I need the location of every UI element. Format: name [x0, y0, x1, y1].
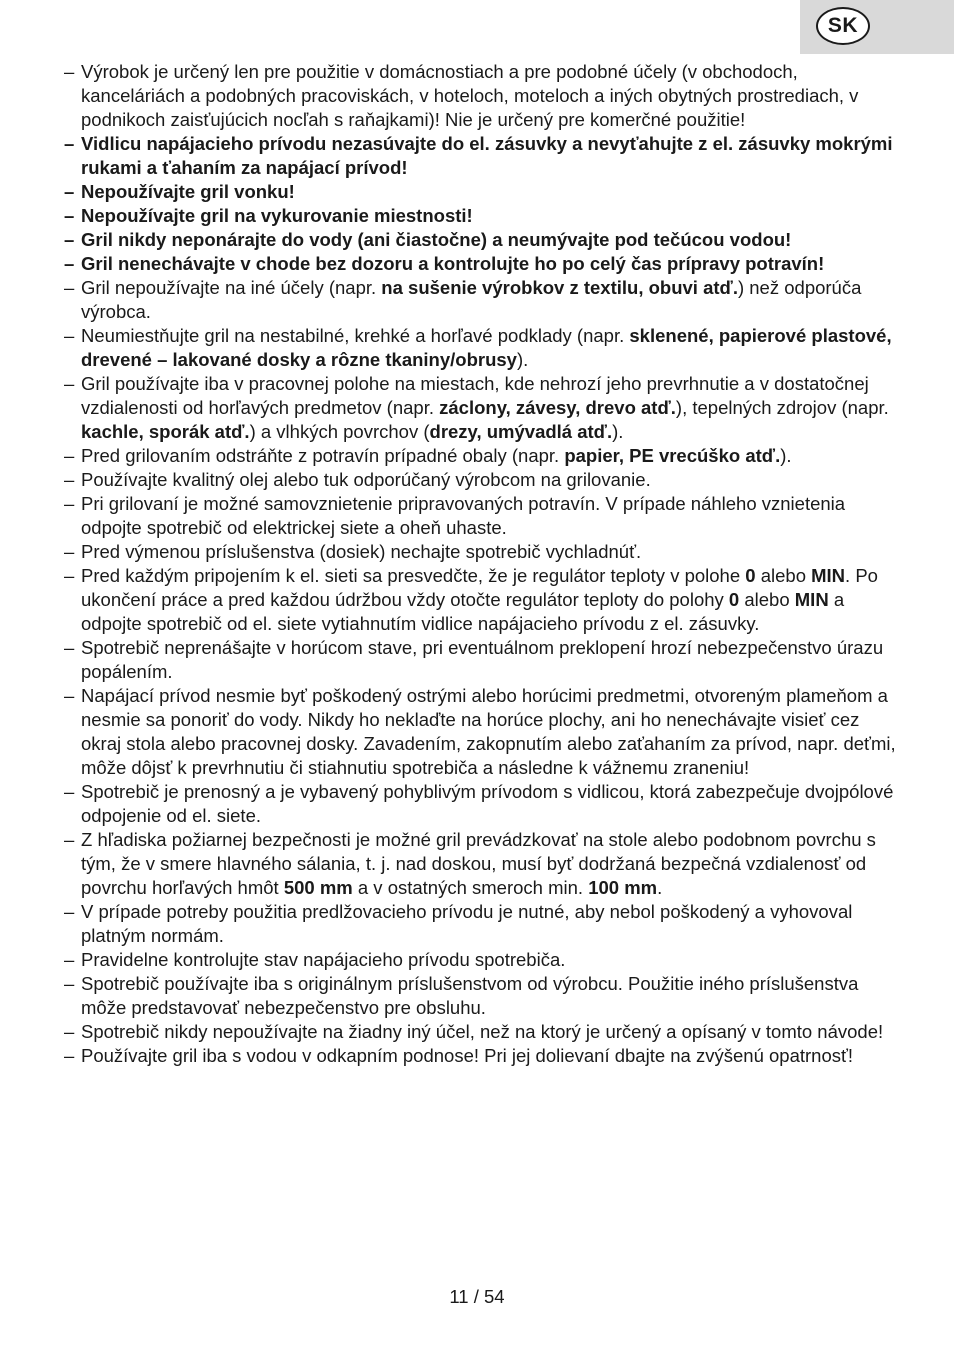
- list-item: [64, 636, 896, 684]
- list-item: [64, 780, 896, 828]
- text-segment: Pravidelne kontrolujte stav napájacieho prívodu spotrebiča.: [81, 949, 566, 970]
- bold-text: 100 mm: [588, 877, 658, 898]
- text-segment: ) a vlhkých povrchov (: [249, 421, 430, 442]
- text-segment: Napájací prívod nesmie byť poškodený ostrými alebo horúcimi predmetmi, otvoreným plameňom a nesmie sa ponoriť do vody. Nikdy ho neklaďte na horúce plochy, ani ho nenechávajte visieť cez okraj stola alebo pracovnej dosky. Zavadením, zakopnutím alebo zaťahaním za prívod, napr. deťmi, môže dôjsť k prevrhnutiu či stiahnutiu spotrebiča a následne k vážnemu zraneniu!: [81, 685, 896, 778]
- text-segment: Z hľadiska požiarnej bezpečnosti je možné gril prevádzkovať na stole alebo podobnom povrchu s tým, že v smere hlavného sálania, t. j. nad doskou, musí byť dodržaná bezpečná vzdialenosť od povrchu horľavých hmôt: [81, 829, 876, 898]
- bold-text: 0: [745, 565, 756, 586]
- bold-text: Gril nikdy neponárajte do vody (ani čiastočne) a neumývajte pod tečúcou vodou!: [81, 229, 792, 250]
- language-badge: SK: [816, 7, 870, 45]
- bold-text: MIN: [811, 565, 846, 586]
- text-segment: ).: [780, 445, 792, 466]
- list-item: [64, 828, 896, 900]
- text-segment: Výrobok je určený len pre použitie v domácnostiach a pre podobné účely (v obchodoch, kanceláriách a podobných pracoviskách, v hoteloch, moteloch a iných obytných prostrediach, v podnikoch zaisťujúcich nocľah s raňajkami)! Nie je určený pre komerčné použitie!: [81, 61, 859, 130]
- text-segment: ).: [516, 349, 529, 370]
- list-item: [64, 492, 896, 540]
- language-tab: [800, 0, 954, 54]
- bold-text: Nepoužívajte gril na vykurovanie miestnosti!: [81, 205, 473, 226]
- text-segment: Používajte kvalitný olej alebo tuk odporúčaný výrobcom na grilovanie.: [81, 469, 651, 490]
- list-item: [64, 900, 896, 948]
- text-segment: a v ostatných smeroch min.: [352, 877, 589, 898]
- bold-text: Gril nenechávajte v chode bez dozoru a kontrolujte ho po celý čas prípravy potravín!: [81, 253, 825, 274]
- list-item: [64, 684, 896, 780]
- text-segment: ) než odporúča výrobca.: [81, 277, 862, 322]
- text-segment: ), tepelných zdrojov (napr.: [675, 397, 889, 418]
- list-item: [64, 252, 896, 276]
- text-segment: Neumiestňujte gril na nestabilné, krehké a horľavé podklady (napr.: [81, 325, 630, 346]
- safety-instructions-list: [64, 60, 896, 1068]
- text-segment: Pri grilovaní je možné samovznietenie pripravovaných potravín. V prípade náhleho vznietenia odpojte spotrebič od elektrickej siete a oheň uhaste.: [81, 493, 846, 538]
- text-segment: Spotrebič používajte iba s originálnym príslušenstvom od výrobcu. Použitie iného príslušenstva môže predstavovať nebezpečenstvo pre obsluhu.: [81, 973, 859, 1018]
- text-segment: ).: [612, 421, 624, 442]
- list-item: [64, 444, 896, 468]
- text-segment: .: [657, 877, 663, 898]
- text-segment: Gril používajte iba v pracovnej polohe na miestach, kde nehrozí jeho prevrhnutie a v dostatočnej vzdialenosti od horľavých predmetov (napr.: [81, 373, 869, 418]
- bold-text: Nepoužívajte gril vonku!: [81, 181, 295, 202]
- list-item: [64, 180, 896, 204]
- page-number: 11 / 54: [449, 1286, 505, 1307]
- list-item: [64, 132, 896, 180]
- list-item: [64, 60, 896, 132]
- text-segment: Pred každým pripojením k el. sieti sa presvedčte, že je regulátor teploty v polohe: [81, 565, 746, 586]
- bold-text: záclony, závesy, drevo atď.: [439, 397, 676, 418]
- text-segment: . Po ukončení práce a pred každou údržbou vždy otočte regulátor teploty do polohy: [81, 565, 878, 610]
- list-item: [64, 1020, 896, 1044]
- text-segment: alebo: [739, 589, 795, 610]
- text-segment: V prípade potreby použitia predlžovacieho prívodu je nutné, aby nebol poškodený a vyhovoval platným normám.: [81, 901, 853, 946]
- list-item: [64, 324, 896, 372]
- list-item: [64, 948, 896, 972]
- bold-text: sklenené, papierové plastové, drevené – lakované dosky a rôzne tkaniny/obrusy: [81, 325, 892, 370]
- list-item: [64, 1044, 896, 1068]
- list-item: [64, 372, 896, 444]
- bold-text: Vidlicu napájacieho prívodu nezasúvajte do el. zásuvky a nevyťahujte z el. zásuvky mokrými rukami a ťahaním za napájací prívod!: [81, 133, 893, 178]
- bold-text: 500 mm: [283, 877, 353, 898]
- list-item: [64, 540, 896, 564]
- list-item: [64, 204, 896, 228]
- bold-text: papier, PE vrecúško atď.: [564, 445, 781, 466]
- list-item: [64, 972, 896, 1020]
- bold-text: drezy, umývadlá atď.: [429, 421, 613, 442]
- list-item: [64, 468, 896, 492]
- list-item: [64, 228, 896, 252]
- text-segment: Spotrebič neprenášajte v horúcom stave, pri eventuálnom preklopení hrozí nebezpečenstvo úrazu popálením.: [81, 637, 884, 682]
- text-segment: Spotrebič je prenosný a je vybavený pohyblivým prívodom s vidlicou, ktorá zabezpečuje dvojpólové odpojenie od el. siete.: [81, 781, 894, 826]
- text-segment: Gril nepoužívajte na iné účely (napr.: [81, 277, 382, 298]
- list-item: [64, 276, 896, 324]
- text-segment: Pred výmenou príslušenstva (dosiek) nechajte spotrebič vychladnúť.: [81, 541, 642, 562]
- text-segment: Spotrebič nikdy nepoužívajte na žiadny iný účel, než na ktorý je určený a opísaný v tomto návode!: [81, 1021, 884, 1042]
- bold-text: 0: [728, 589, 740, 610]
- list-item: [64, 564, 896, 636]
- text-segment: Pred grilovaním odstráňte z potravín prípadné obaly (napr.: [81, 445, 565, 466]
- text-segment: Používajte gril iba s vodou v odkapním podnose! Pri jej dolievaní dbajte na zvýšenú opatrnosť!: [81, 1045, 854, 1066]
- bold-text: MIN: [794, 589, 829, 610]
- bold-text: na sušenie výrobkov z textilu, obuvi atď.: [381, 277, 738, 298]
- text-segment: alebo: [755, 565, 812, 586]
- bold-text: kachle, sporák atď.: [81, 421, 250, 442]
- text-segment: a odpojte spotrebič od el. siete vytiahnutím vidlice napájacieho prívodu z el. zásuvky.: [81, 589, 845, 634]
